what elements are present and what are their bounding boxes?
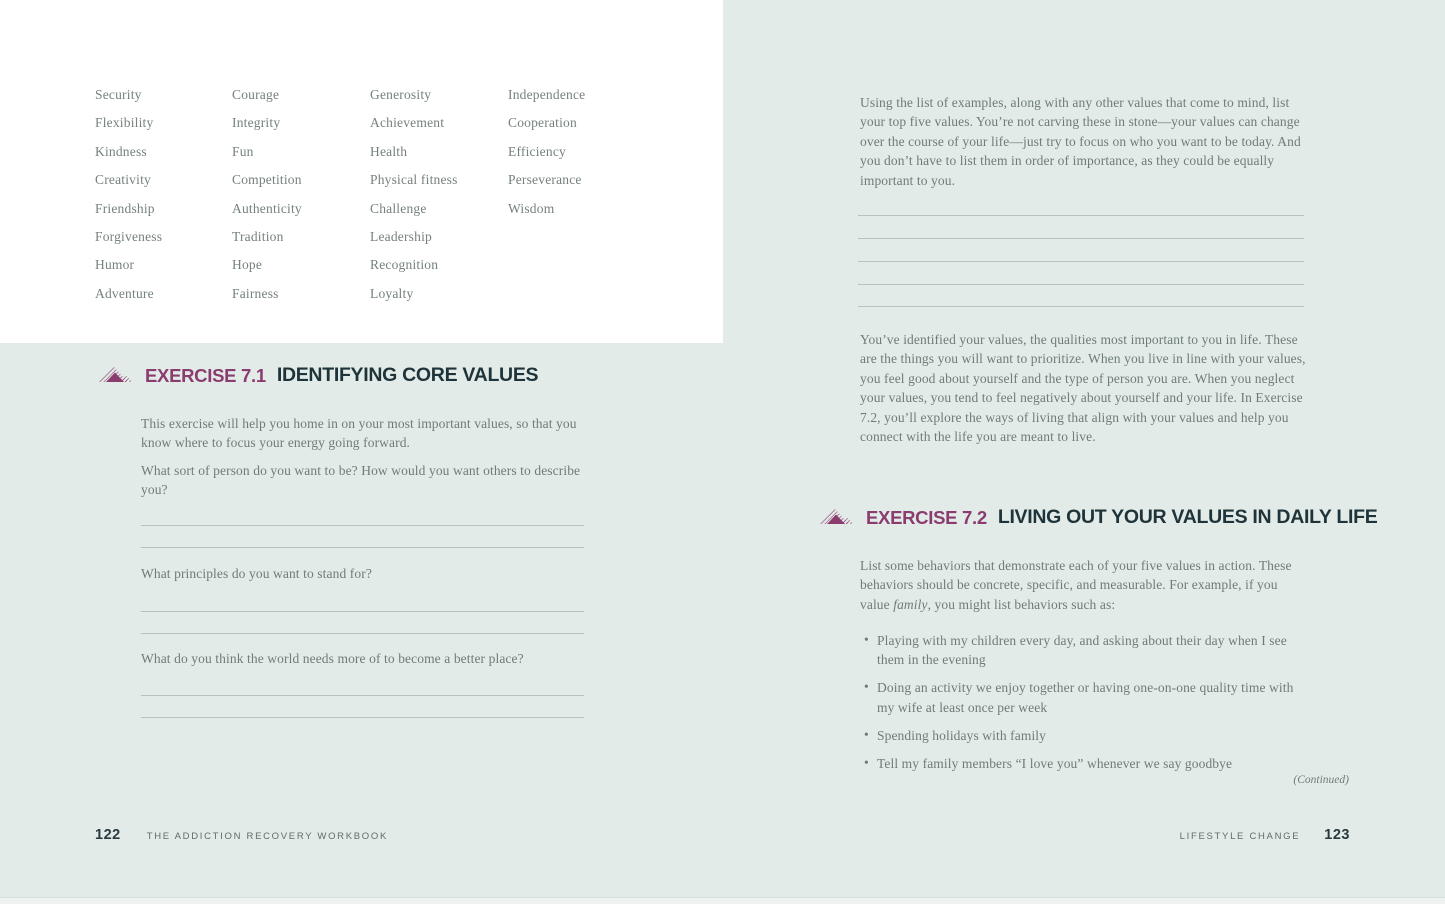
value-item: Creativity xyxy=(95,172,151,188)
list-item xyxy=(860,678,1303,717)
exercise-title: IDENTIFYING CORE VALUES xyxy=(276,364,539,386)
bullet-icon: • xyxy=(864,726,869,742)
answer-line xyxy=(141,611,584,612)
right-page-footer xyxy=(1180,827,1350,843)
value-item: Flexibility xyxy=(95,115,154,131)
page-number: 122 xyxy=(95,827,121,843)
value-item: Leadership xyxy=(370,229,432,245)
value-item: Recognition xyxy=(370,257,439,273)
answer-line xyxy=(858,261,1304,262)
values-column-2 xyxy=(232,81,302,308)
list-item xyxy=(860,754,1303,773)
answer-line xyxy=(141,717,584,718)
answer-line xyxy=(141,547,584,548)
value-item: Integrity xyxy=(232,115,281,131)
value-item: Friendship xyxy=(95,200,155,216)
exercise-label: EXERCISE 7.2 xyxy=(866,506,987,528)
value-item: Efficiency xyxy=(508,143,566,159)
bullet-icon: • xyxy=(864,679,869,695)
answer-line xyxy=(141,525,584,526)
bullet-icon: • xyxy=(864,632,869,647)
page-bottom-edge xyxy=(0,897,1445,904)
value-item: Loyalty xyxy=(370,285,414,301)
continued-note: (Continued) xyxy=(1293,774,1349,786)
value-item: Generosity xyxy=(370,87,432,102)
list-item-text: Doing an activity we enjoy together or having one-on-one quality time with my wife at least once per week xyxy=(877,680,1294,715)
running-head: LIFESTYLE CHANGE xyxy=(1179,831,1301,842)
answer-line xyxy=(141,695,584,696)
answer-line xyxy=(858,306,1304,307)
question-2: What principles do you want to stand for? xyxy=(141,566,372,581)
value-item: Tradition xyxy=(232,229,284,245)
answer-line xyxy=(858,215,1304,216)
exercise-7-2-intro xyxy=(860,556,1307,614)
exercise-7-1-intro: This exercise will help you home in on your most important values, so that you know where to focus your energy going forward. xyxy=(141,416,577,451)
intro-text: , you might list behaviors such as: xyxy=(927,596,1116,612)
list-item xyxy=(860,631,1303,670)
values-instructions-paragraph: Using the list of examples, along with any other values that come to mind, list your top five values. You’re not carving these in stone—your values can change over the course of your life—just try to focus on who you want to be today. And you don’t have to list them in order of importance, as they could be equally important to you. xyxy=(860,95,1301,188)
exercise-7-1-heading xyxy=(97,363,538,388)
value-item: Fun xyxy=(232,143,254,159)
value-item: Adventure xyxy=(95,285,154,301)
running-head: THE ADDICTION RECOVERY WORKBOOK xyxy=(146,831,389,842)
list-item-text: Tell my family members “I love you” whenever we say goodbye xyxy=(877,755,1233,771)
value-item: Hope xyxy=(232,257,263,273)
value-item: Kindness xyxy=(95,143,147,159)
values-column-3 xyxy=(370,81,458,308)
values-column-1 xyxy=(95,81,162,308)
intro-text: List some behaviors that demonstrate each of your five values in action. These behaviors should be concrete, specific, and measurable. For example, if you value xyxy=(860,558,1292,612)
mountains-icon xyxy=(818,505,854,530)
value-item: Humor xyxy=(95,257,135,273)
exercise-label: EXERCISE 7.1 xyxy=(145,364,266,386)
question-3: What do you think the world needs more of to become a better place? xyxy=(141,651,524,666)
value-item: Security xyxy=(95,87,142,102)
page-number: 123 xyxy=(1324,827,1350,843)
exercise-title: LIVING OUT YOUR VALUES IN DAILY LIFE xyxy=(997,506,1378,528)
bullet-icon: • xyxy=(864,754,869,770)
value-item: Independence xyxy=(508,87,586,102)
answer-line xyxy=(141,633,584,634)
behavior-examples-list xyxy=(860,631,1303,781)
value-item: Forgiveness xyxy=(95,229,163,245)
mountains-icon xyxy=(97,363,133,388)
value-item: Authenticity xyxy=(232,200,302,216)
value-item: Perseverance xyxy=(508,172,582,188)
values-column-4 xyxy=(508,81,585,223)
value-item: Competition xyxy=(232,172,302,188)
value-item: Achievement xyxy=(370,115,445,131)
list-item-text: Playing with my children every day, and asking about their day when I see them in the evening xyxy=(877,633,1287,668)
values-summary-paragraph: You’ve identified your values, the qualities most important to you in life. These are the things you will want to prioritize. When you live in line with your values, you feel good about yourself and the type of person you are. When you neglect your values, you tend to feel negatively about yourself and your life. In Exercise 7.2, you’ll explore the ways of living that align with your values and help you connect with the life you are meant to live. xyxy=(860,332,1306,445)
answer-line xyxy=(858,284,1304,285)
exercise-7-2-heading xyxy=(818,505,1377,530)
value-item: Health xyxy=(370,143,408,159)
value-item: Wisdom xyxy=(508,200,555,216)
value-item: Challenge xyxy=(370,200,427,216)
answer-line xyxy=(858,238,1304,239)
value-item: Cooperation xyxy=(508,115,577,131)
value-item: Physical fitness xyxy=(370,172,458,188)
question-1: What sort of person do you want to be? How would you want others to describe you? xyxy=(141,463,581,498)
value-item: Fairness xyxy=(232,285,279,301)
left-page-footer xyxy=(95,827,388,843)
values-list-panel xyxy=(0,0,723,343)
list-item-text: Spending holidays with family xyxy=(877,727,1047,743)
intro-italic-word: family xyxy=(893,596,928,612)
list-item xyxy=(860,726,1303,745)
value-item: Courage xyxy=(232,87,280,102)
